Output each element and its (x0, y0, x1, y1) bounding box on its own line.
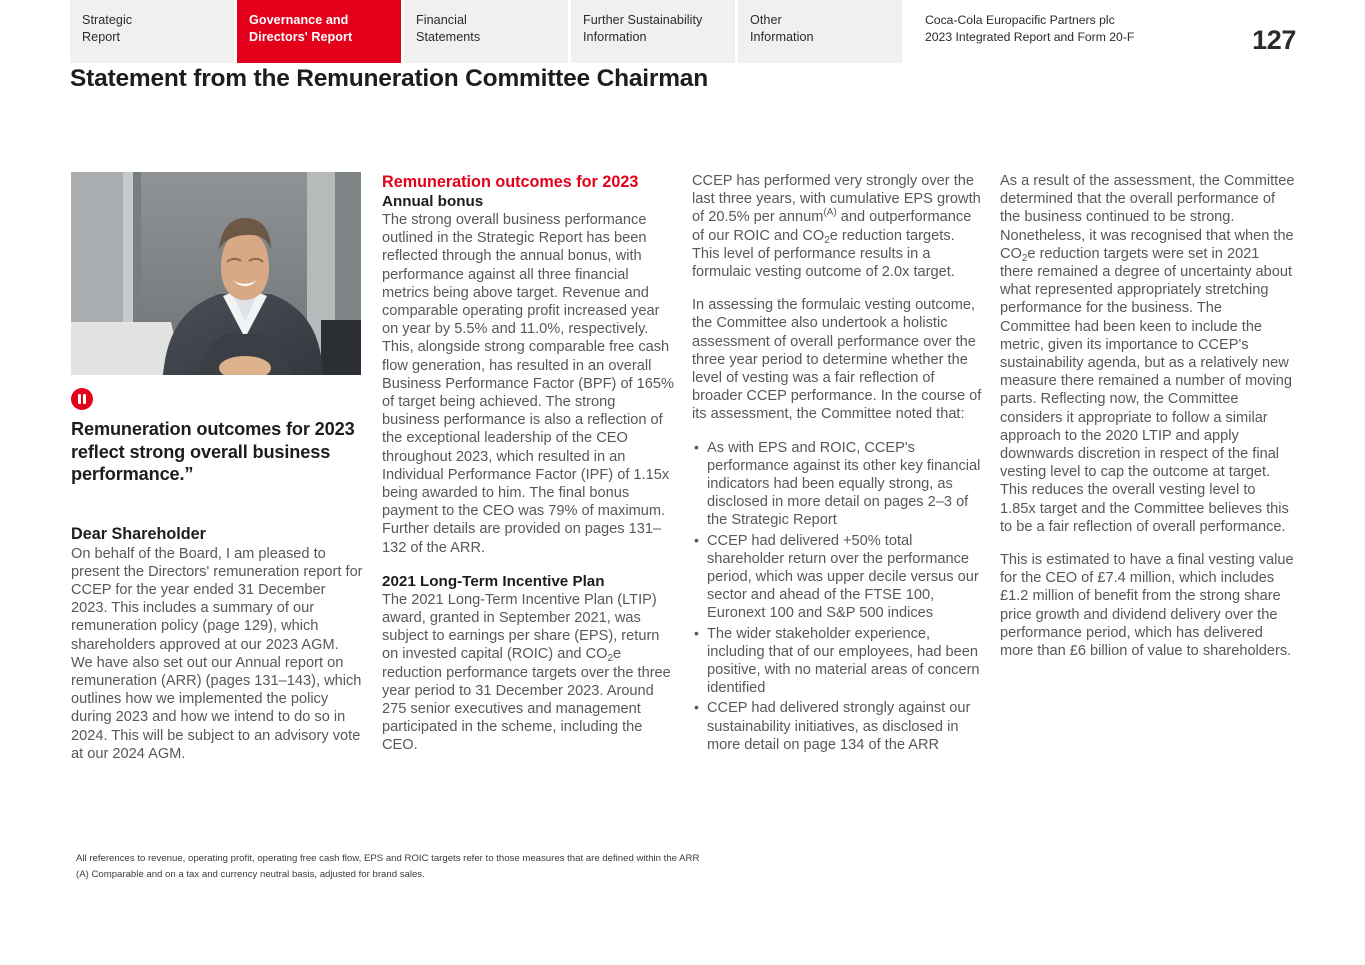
holistic-assessment-body: In assessing the formulaic vesting outcome, the Committee also undertook a holistic assessment of overall performance over the three year period to determine whether the level of vesting was a fair reflection of broader CCEP performance. In the course of its assessment, the Committee noted that: (692, 297, 982, 423)
ltip-2021-body (382, 591, 674, 755)
result-part1: As a result of the assessment, the Committee determined that the overall performance of the business continued to be strong. Nonetheless, it was recognised that when the CO (1000, 173, 1295, 262)
footnote-ref-a: (A) (823, 207, 837, 219)
co2e-subscript: 2 (1021, 252, 1028, 264)
footnote-a: (A) Comparable and on a tax and currency neutral basis, adjusted for brand sales. (76, 868, 425, 880)
ltip-body-part1: The 2021 Long-Term Incentive Plan (LTIP) award, granted in September 2021, was subject to earnings per share (EPS), return on invested capital (ROIC) and CO (382, 591, 660, 663)
nav-tab-line2: Directors' Report (249, 29, 353, 44)
nav-tab-label (750, 12, 814, 45)
nav-tab-line2: Information (583, 29, 647, 44)
column-four (1000, 172, 1295, 660)
performance-part2: and outperformance of our ROIC and CO (692, 209, 972, 244)
quote-bar-right (83, 394, 86, 404)
nav-tab-other-information[interactable] (738, 0, 902, 63)
nav-tab-line1: Financial (416, 13, 467, 27)
nav-tab-line2: Report (82, 29, 121, 44)
footnotes (76, 851, 1226, 882)
page-number: 127 (1252, 25, 1296, 55)
report-identification (905, 0, 1296, 63)
vesting-value-body: This is estimated to have a final vesting value for the CEO of £7.4 million, which includes £1.2 million of benefit from the strong share price growth and dividend delivery over the performance period, which has delivered more than £6 billion of value to shareholders. (1000, 552, 1294, 660)
column-two (382, 172, 674, 755)
nav-tab-label (249, 12, 352, 45)
page-title: Statement from the Remuneration Committee Chairman (70, 65, 708, 92)
nav-tab-financial-statements[interactable] (404, 0, 568, 63)
ltip-body-part2: e reduction performance targets over the three year period to 31 December 2023. Around 275 senior executives and management participated in the scheme, including the CEO. (382, 646, 671, 754)
nav-tab-label (416, 12, 480, 45)
quote-mark-icon (71, 388, 93, 410)
dear-shareholder-heading: Dear Shareholder (71, 524, 206, 543)
nav-tab-line1: Strategic (82, 13, 133, 27)
annual-bonus-heading: Annual bonus (382, 193, 484, 210)
nav-tab-label (82, 12, 132, 45)
chairman-portrait-photo (71, 172, 361, 375)
dear-shareholder-body: On behalf of the Board, I am pleased to present the Directors' remuneration report for CCEP for the year ended 31 December 2023. This includes a summary of our remuneration policy (page 129), which shareholders approved at our 2023 AGM. We have also set out our Annual report on remuneration (ARR) (pages 131–143), which outlines how we implemented the policy during 2023 and how we intend to do so in 2024. This will be subject to an advisory vote at our 2024 AGM. (71, 545, 363, 762)
nav-tab-line2: Information (750, 29, 814, 44)
assessment-bullet-list (692, 439, 984, 754)
list-item: • As with EPS and ROIC, CCEP's performance against its other key financial indicators had been equally strong, as disclosed in more detail on pages 2–3 of the Strategic Report (692, 439, 984, 530)
remuneration-outcomes-heading: Remuneration outcomes for 2023 (382, 173, 639, 191)
pull-quote: Remuneration outcomes for 2023 reflect strong overall business performance.” (71, 419, 355, 484)
portrait-image (71, 172, 361, 375)
report-identification-text (925, 12, 1134, 45)
nav-tab-further-sustainability-information[interactable] (571, 0, 735, 63)
footnote-general: All references to revenue, operating profit, operating free cash flow, EPS and ROIC targets refer to those measures that are defined within the ARR (76, 853, 700, 864)
company-name: Coca-Cola Europacific Partners plc (925, 13, 1115, 27)
nav-tab-line1: Other (750, 13, 782, 27)
nav-tab-line1: Further Sustainability (583, 13, 703, 27)
annual-bonus-body: The strong overall business performance outlined in the Strategic Report has been reflected through the annual bonus, with performance against all three financial metrics being above target. Revenue and comparable operating profit increased year on year by 5.5% and 11.0%, respectively. This, alongside strong comparable free cash flow generation, has resulted in an overall Business Performance Factor (BPF) of 165% of target being achieved. The strong business performance is also a reflection of the exceptional leadership of the CEO throughout 2023, which resulted in an Individual Performance Factor (IPF) of 1.15x being awarded to him. The final bonus payment to the CEO was 79% of maximum. Further details are provided on pages 131–132 of the ARR. (382, 212, 674, 556)
nav-tab-line1: Governance and (249, 13, 349, 27)
result-part2: e reduction targets were set in 2021 there remained a degree of uncertainty about what represented appropriately stretching performance for the business. The Committee had been keen to include the metric, given its importance to CCEP's sustainability agenda, but as a relatively new measure there remained a number of moving parts. Reflecting now, the Committee considers it appropriate to follow a similar approach to the 2020 LTIP and apply downwards discretion in respect of the final vesting level to cap the outcome at target. This reduces the overall vesting level to 1.85x target and the Committee believes this to be a fair reflection of overall performance. (1000, 245, 1293, 535)
report-name: 2023 Integrated Report and Form 20-F (925, 29, 1135, 44)
list-item: • CCEP had delivered strongly against our sustainability initiatives, as disclosed in more detail on page 134 of the ARR (692, 699, 984, 754)
nav-tab-governance-and-directors-report[interactable] (237, 0, 401, 63)
performance-part3: e reduction targets. This level of performance results in a formulaic vesting outcome of 2.0x target. (692, 227, 955, 281)
co2e-subscript: 2 (607, 653, 614, 665)
column-one (71, 172, 363, 763)
nav-tab-line2: Statements (416, 29, 481, 44)
list-item: • The wider stakeholder experience, including that of our employees, had been positive, with no material areas of concern identified (692, 625, 984, 698)
section-navigation-tabs (70, 0, 1296, 63)
ltip-2021-heading: 2021 Long-Term Incentive Plan (382, 572, 605, 590)
assessment-result-body (1000, 172, 1295, 536)
ccep-performance-body (692, 172, 984, 281)
co2e-subscript: 2 (824, 234, 830, 246)
quote-bar-left (78, 394, 81, 404)
performance-part1: CCEP has performed very strongly over the last three years, with cumulative EPS growth of 20.5% per annum (692, 173, 981, 226)
column-three (692, 172, 984, 756)
nav-tab-strategic-report[interactable] (70, 0, 234, 63)
list-item: • CCEP had delivered +50% total shareholder return over the performance period, which was upper decile versus our sector and ahead of the FTSE 100, Euronext 100 and S&P 500 indices (692, 532, 984, 623)
nav-tab-label (583, 12, 702, 45)
